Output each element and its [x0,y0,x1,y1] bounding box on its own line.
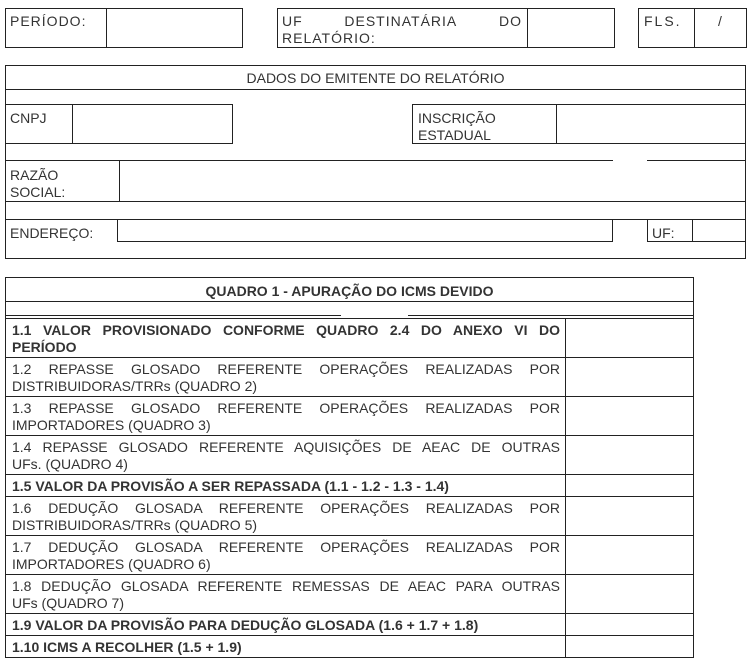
razao-label-line2: SOCIAL: [10,184,66,200]
periodo-label: PERÍODO: [10,13,87,29]
razao-label-line1: RAZÃO [10,167,59,183]
quadro1-title-rule-2b [408,315,694,316]
row-1-6-line2: DISTRIBUIDORAS/TRRs (QUADRO 5) [12,517,258,533]
row-1-2-line2: DISTRIBUIDORAS/TRRs (QUADRO 2) [12,378,258,394]
row-1-1-line2: PERÍODO [12,339,77,355]
cnpj-label: CNPJ [10,110,47,126]
row-1-3-value[interactable] [566,397,693,435]
do-word: DO [498,13,522,29]
uf-input[interactable] [693,220,745,241]
emitente-title-rule [5,89,746,90]
row-1-4-line1: 1.4 REPASSE GLOSADO REFERENTE AQUISIÇÕES DE AEAC DE OUTRAS [12,439,560,455]
uf-label: UF: [652,225,675,241]
row-1-8-value[interactable] [566,575,693,613]
row-1-4-value[interactable] [566,436,693,474]
uf-destinataria-label-line2: RELATÓRIO: [282,30,376,46]
row-1-9-label: 1.9 VALOR DA PROVISÃO PARA DEDUÇÃO GLOSADA (1.6 + 1.7 + 1.8) [12,617,479,633]
inscricao-label-line2: ESTADUAL [418,127,491,143]
row-1-8-line1: 1.8 DEDUÇÃO GLOSADA REFERENTE REMESSAS DE AEAC PARA OUTRAS [12,578,560,594]
fls-value[interactable]: / [718,13,722,29]
periodo-input[interactable] [107,9,242,47]
row-1-10-label: 1.10 ICMS A RECOLHER (1.5 + 1.9) [12,639,242,655]
razao-social-input[interactable] [120,161,745,201]
row-1-6-value[interactable] [566,497,693,535]
row-1-2-value[interactable] [566,358,693,396]
endereco-input-box[interactable] [117,219,613,242]
quadro1-title: QUADRO 1 - APURAÇÃO DO ICMS DEVIDO [205,283,494,299]
row-1-7-value[interactable] [566,536,693,574]
inscricao-input[interactable] [557,105,745,143]
row-1-2-line1: 1.2 REPASSE GLOSADO REFERENTE OPERAÇÕES REALIZADAS POR [12,361,560,377]
row-1-4-line2: UFs. (QUADRO 4) [12,456,128,472]
row-1-3-line1: 1.3 REPASSE GLOSADO REFERENTE OPERAÇÕES REALIZADAS POR [12,400,560,416]
row-1-5-value[interactable] [566,475,693,496]
quadro1-title-rule-2a [5,315,341,316]
row-1-3-line2: IMPORTADORES (QUADRO 3) [12,417,211,433]
row-1-1-line1: 1.1 VALOR PROVISIONADO CONFORME QUADRO 2.4 DO ANEXO VI DO [12,322,560,338]
row-1-7-line2: IMPORTADORES (QUADRO 6) [12,556,211,572]
quadro1-title-rule-1 [5,301,694,302]
row-1-9-value[interactable] [566,614,693,635]
row-1-10-value[interactable] [566,636,693,657]
emitente-rule-2 [5,201,746,202]
fls-label: FLS. [644,13,682,29]
row-1-7-line1: 1.7 DEDUÇÃO GLOSADA REFERENTE OPERAÇÕES REALIZADAS POR [12,539,560,555]
row-1-8-line2: UFs (QUADRO 7) [12,595,124,611]
row-1-1-value[interactable] [566,319,693,357]
emitente-title: DADOS DO EMITENTE DO RELATÓRIO [246,70,505,86]
row-1-6-line1: 1.6 DEDUÇÃO GLOSADA REFERENTE OPERAÇÕES REALIZADAS POR [12,500,560,516]
cnpj-input[interactable] [73,105,232,143]
destinataria-word: DESTINATÁRIA [344,13,458,29]
uf-destinataria-input[interactable] [528,9,614,47]
uf-word: UF [282,13,303,29]
row-1-5-label: 1.5 VALOR DA PROVISÃO A SER REPASSADA (1.1 - 1.2 - 1.3 - 1.4) [12,478,449,494]
inscricao-label-line1: INSCRIÇÃO [418,110,496,126]
endereco-label: ENDEREÇO: [10,225,94,241]
fls-divider [694,8,695,48]
uf-destinataria-label-line1 [282,13,522,30]
